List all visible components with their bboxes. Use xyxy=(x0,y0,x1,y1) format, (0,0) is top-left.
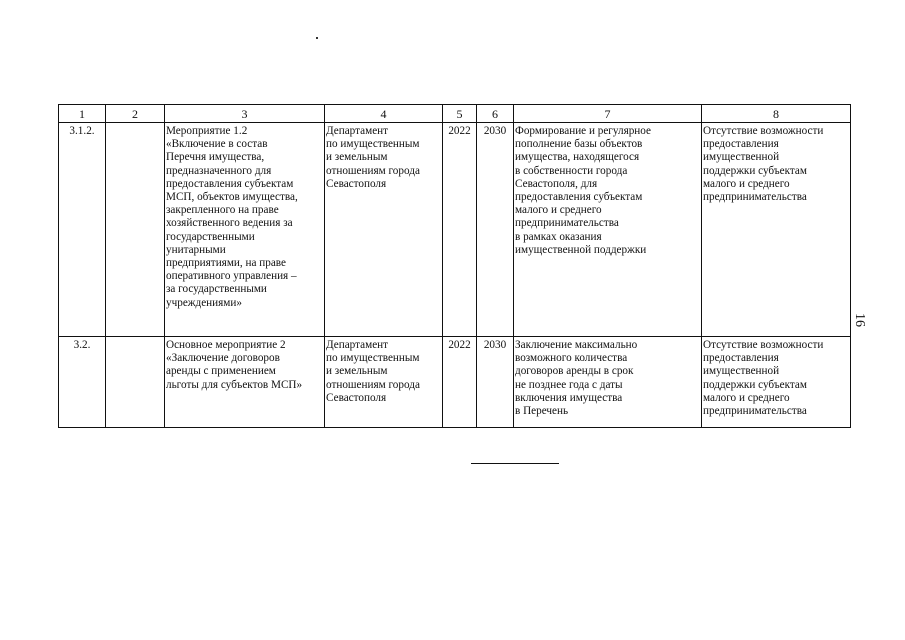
consequence: Отсутствие возможности предоставления имущественной поддержки субъектам малого и среднего предпринимательства xyxy=(702,123,851,337)
header-col-3: 3 xyxy=(165,105,325,123)
header-col-4: 4 xyxy=(325,105,443,123)
table-row xyxy=(59,123,851,337)
header-col-1: 1 xyxy=(59,105,106,123)
header-col-5: 5 xyxy=(443,105,477,123)
header-col-2: 2 xyxy=(106,105,165,123)
expected-result: Формирование и регулярное пополнение базы объектов имущества, находящегося в собственности города Севастополя, для предоставления субъектам малого и среднего предпринимательства в рамках оказания имущественной поддержки xyxy=(514,123,702,337)
start-year: 2022 xyxy=(443,123,477,337)
page-number: 16 xyxy=(852,313,867,327)
scan-speck xyxy=(316,37,318,39)
row-col2 xyxy=(106,337,165,428)
header-col-7: 7 xyxy=(514,105,702,123)
activities-table xyxy=(58,104,851,428)
executor: Департамент по имущественным и земельным отношениям города Севастополя xyxy=(325,123,443,337)
table-row xyxy=(59,337,851,428)
header-col-8: 8 xyxy=(702,105,851,123)
footnote-separator xyxy=(471,463,559,464)
row-number: 3.2. xyxy=(59,337,106,428)
end-year: 2030 xyxy=(477,123,514,337)
header-col-6: 6 xyxy=(477,105,514,123)
consequence: Отсутствие возможности предоставления имущественной поддержки субъектам малого и среднего предпринимательства xyxy=(702,337,851,428)
start-year: 2022 xyxy=(443,337,477,428)
event-name: Основное мероприятие 2 «Заключение договоров аренды с применением льготы для субъектов МСП» xyxy=(165,337,325,428)
expected-result: Заключение максимально возможного количества договоров аренды в срок не позднее года с даты включения имущества в Перечень xyxy=(514,337,702,428)
event-name: Мероприятие 1.2 «Включение в состав Перечня имущества, предназначенного для предоставления субъектам МСП, объектов имущества, закрепленного на праве хозяйственного ведения за государственными унитарными предприятиями, на праве оперативного управления – за государственными учреждениями» xyxy=(165,123,325,337)
header-row xyxy=(59,105,851,123)
executor: Департамент по имущественным и земельным отношениям города Севастополя xyxy=(325,337,443,428)
end-year: 2030 xyxy=(477,337,514,428)
row-number: 3.1.2. xyxy=(59,123,106,337)
row-col2 xyxy=(106,123,165,337)
